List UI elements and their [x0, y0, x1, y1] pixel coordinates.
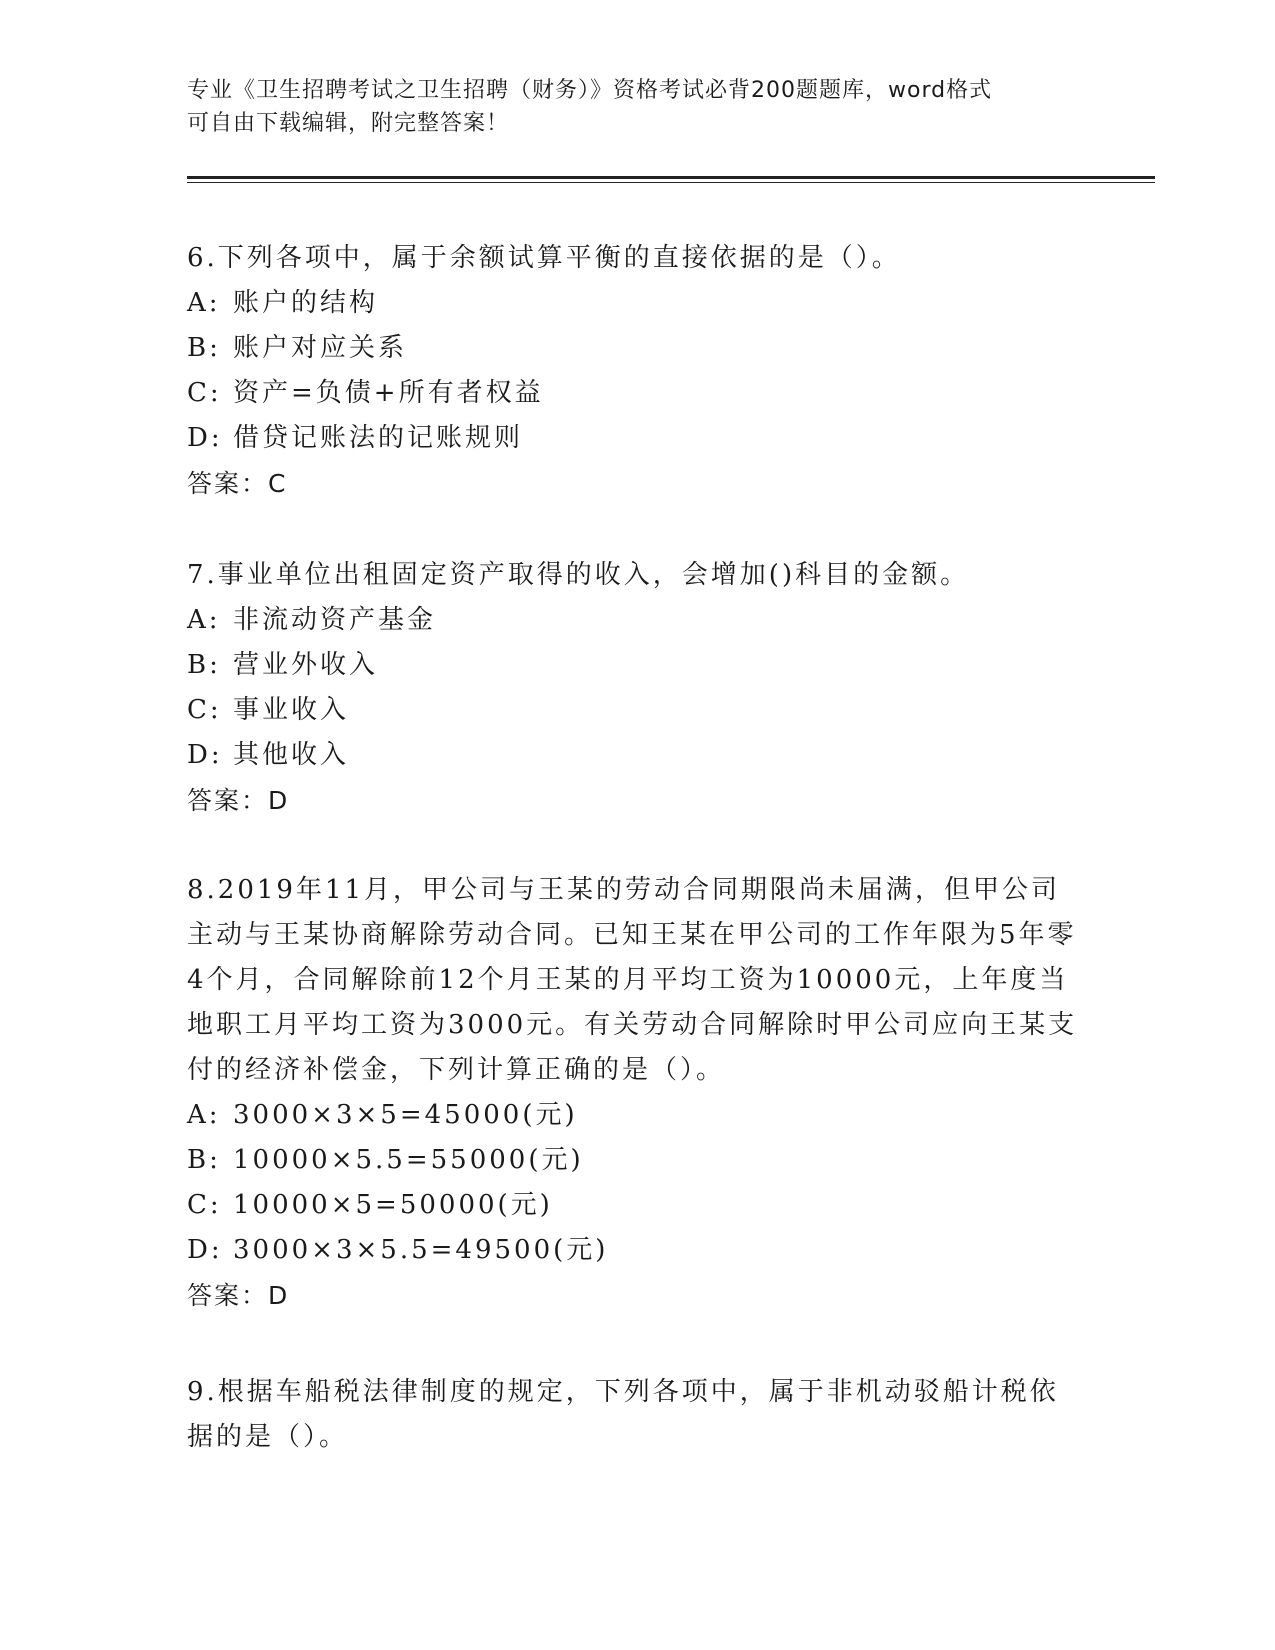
option-text: 账户对应关系: [233, 333, 408, 363]
option-b: [187, 326, 1087, 371]
option-a: [187, 598, 1087, 643]
option-letter: C:: [187, 1190, 222, 1220]
option-letter: B:: [187, 333, 221, 363]
option-letter: D:: [187, 740, 223, 770]
option-c: [187, 688, 1087, 733]
option-text: 借贷记账法的记账规则: [233, 423, 524, 453]
option-text: 非流动资产基金: [233, 605, 437, 635]
option-letter: A:: [187, 1100, 221, 1130]
question-6: [187, 236, 1087, 506]
option-text: 10000×5=50000(元): [233, 1190, 553, 1220]
option-letter: A:: [187, 605, 221, 635]
option-letter: B:: [187, 1145, 221, 1175]
option-b: [187, 1138, 1087, 1183]
question-stem: 9.根据车船税法律制度的规定，下列各项中，属于非机动驳船计税依据的是（）。: [187, 1377, 1059, 1452]
option-a: [187, 281, 1087, 326]
option-text: 事业收入: [233, 695, 350, 725]
header-divider-thin: [187, 182, 1155, 183]
option-text: 资产=负债+所有者权益: [233, 378, 544, 408]
option-text: 3000×3×5.5=49500(元): [233, 1235, 609, 1265]
option-letter: D:: [187, 1235, 223, 1265]
answer-label: 答案：C: [187, 469, 288, 498]
answer-label: 答案：D: [187, 786, 290, 815]
option-text: 营业外收入: [233, 650, 379, 680]
answer-label: 答案：D: [187, 1281, 290, 1310]
header-divider-thick: [187, 176, 1155, 179]
option-b: [187, 643, 1087, 688]
option-d: [187, 733, 1087, 778]
option-letter: B:: [187, 650, 221, 680]
option-letter: C:: [187, 378, 222, 408]
question-stem: 6.下列各项中，属于余额试算平衡的直接依据的是（）。: [187, 243, 901, 273]
header-line-2: 可自由下载编辑，附完整答案！: [187, 111, 510, 136]
option-text: 3000×3×5=45000(元): [233, 1100, 578, 1130]
question-9: [187, 1370, 1087, 1460]
option-letter: A:: [187, 288, 221, 318]
option-c: [187, 1183, 1087, 1228]
document-header: [187, 74, 1067, 140]
option-text: 10000×5.5=55000(元): [233, 1145, 584, 1175]
option-text: 账户的结构: [233, 288, 379, 318]
option-a: [187, 1093, 1087, 1138]
question-7: [187, 553, 1087, 823]
option-letter: D:: [187, 423, 223, 453]
option-d: [187, 416, 1087, 461]
option-c: [187, 371, 1087, 416]
question-8: [187, 868, 1087, 1318]
option-text: 其他收入: [233, 740, 350, 770]
question-stem: 8.2019年11月，甲公司与王某的劳动合同期限尚未届满，但甲公司主动与王某协商解除劳动合同。已知王某在甲公司的工作年限为5年零4个月，合同解除前12个月王某的月平均工资为10000元，上年度当地职工月平均工资为3000元。有关劳动合同解除时甲公司应向王某支付的经济补偿金，下列计算正确的是（）。: [187, 875, 1078, 1085]
question-stem: 7.事业单位出租固定资产取得的收入，会增加()科目的金额。: [187, 560, 970, 590]
option-letter: C:: [187, 695, 222, 725]
header-line-1: 专业《卫生招聘考试之卫生招聘（财务）》资格考试必背200题题库，word格式: [187, 78, 993, 103]
option-d: [187, 1228, 1087, 1273]
